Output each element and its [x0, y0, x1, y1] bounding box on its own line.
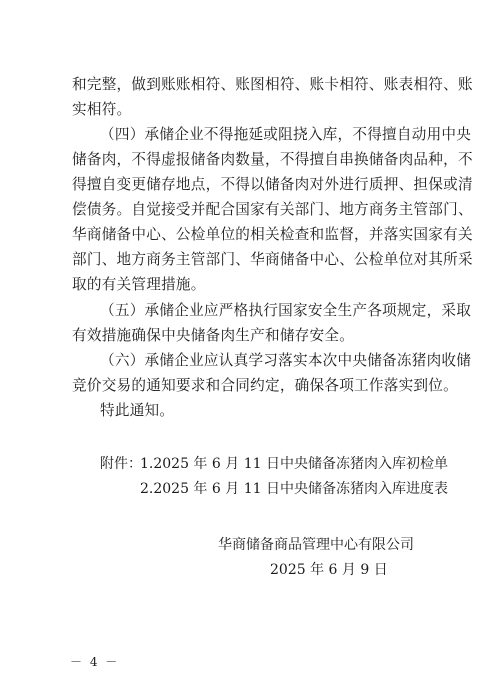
attachment-item-2: 2.2025 年 6 月 11 日中央储备冻猪肉入库进度表 — [140, 481, 448, 497]
clause-five-line-1: （五）承储企业应严格执行国家安全生产各项规定，采取 — [100, 302, 472, 319]
clause-four-line-5: 华商储备中心、公检单位的相关检查和监督，并落实国家有关 — [72, 226, 473, 243]
clause-four-line-3: 得擅自变更储存地点，不得以储备肉对外进行质押、担保或清 — [72, 176, 473, 193]
attachments-label: 附件： — [100, 456, 142, 472]
clause-four-line-7: 取的有关管理措施。 — [72, 276, 206, 293]
attachment-item-1: 1.2025 年 6 月 11 日中央储备冻猪肉入库初检单 — [140, 456, 448, 472]
body-line-2: 实相符。 — [72, 101, 132, 118]
clause-four-line-6: 部门、地方商务主管部门、华商储备中心、公检单位对其所采 — [72, 251, 473, 268]
closing-line: 特此通知。 — [100, 402, 175, 419]
body-line-1: 和完整，做到账账相符、账图相符、账卡相符、账表相符、账 — [72, 76, 473, 93]
signature-date: 2025 年 6 月 9 日 — [270, 562, 388, 578]
clause-four-line-1: （四）承储企业不得拖延或阻挠入库，不得擅自动用中央 — [100, 126, 472, 143]
clause-five-line-2: 有效措施确保中央储备肉生产和储存安全。 — [72, 327, 355, 344]
page-number: － 4 － — [70, 655, 120, 669]
clause-six-line-1: （六）承储企业应认真学习落实本次中央储备冻猪肉收储 — [100, 352, 472, 369]
clause-four-line-4: 偿债务。自觉接受并配合国家有关部门、地方商务主管部门、 — [72, 201, 473, 218]
clause-six-line-2: 竞价交易的通知要求和合同约定，确保各项工作落实到位。 — [72, 377, 458, 394]
clause-four-line-2: 储备肉，不得虚报储备肉数量，不得擅自串换储备肉品种，不 — [72, 151, 473, 168]
signature-organization: 华商储备商品管理中心有限公司 — [218, 537, 414, 553]
